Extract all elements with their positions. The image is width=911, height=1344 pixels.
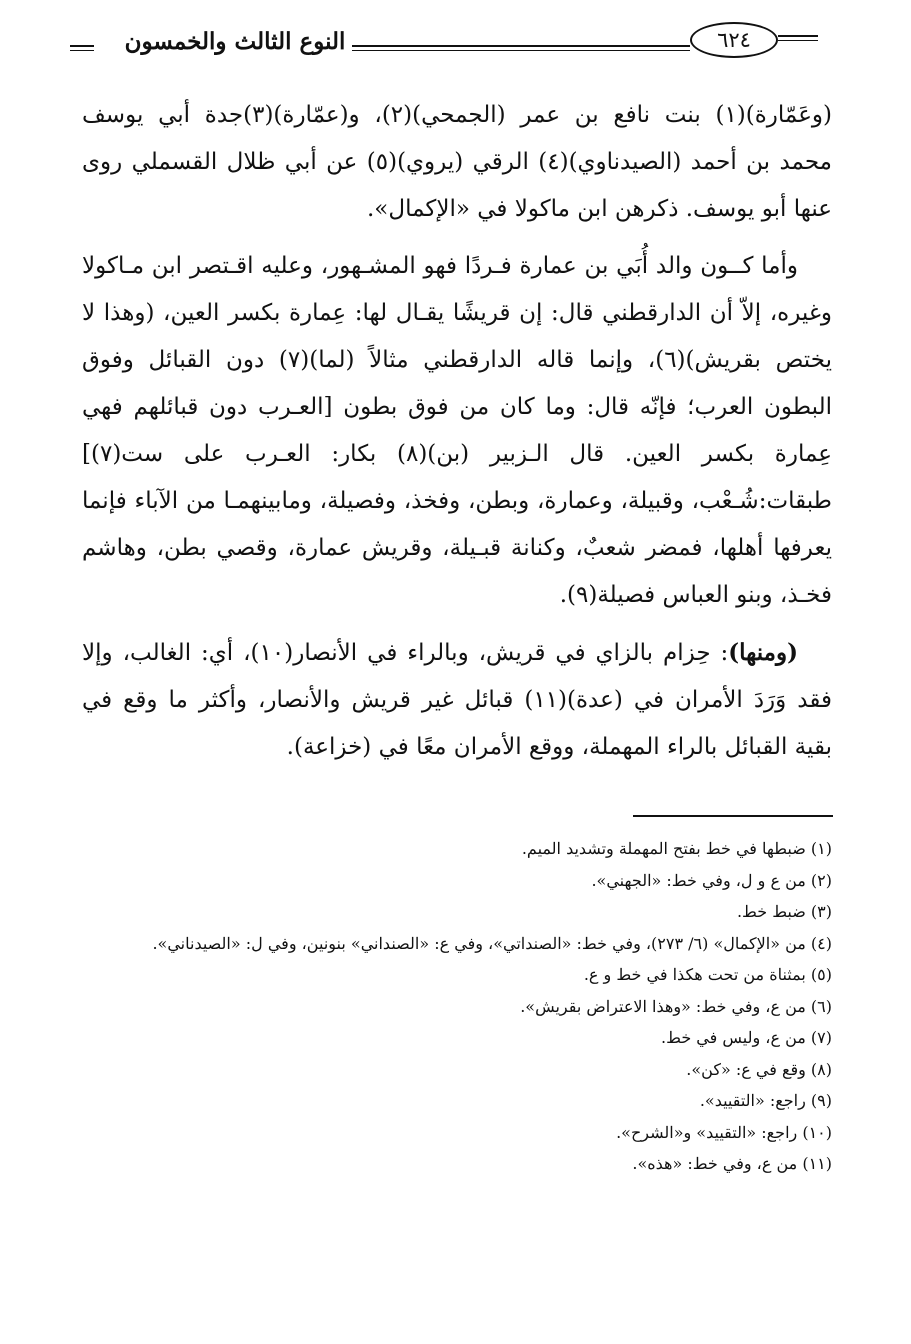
footnote-4: (٤) من «الإكمال» (٦/ ٢٧٣)، وفي خط: «الصنداتي»، وفي ع: «الصنداني» بنونين، وفي ل: «الصيدناني». bbox=[152, 933, 832, 953]
footnote-1: (١) ضبطها في خط بفتح المهملة وتشديد الميم. bbox=[521, 839, 832, 858]
paragraph-lead: (ومنها) bbox=[728, 639, 798, 666]
page-number: ٦٢٤ bbox=[690, 22, 778, 58]
footnote-10: (١٠) راجع: «التقييد» و«الشرح». bbox=[616, 1122, 832, 1142]
footnote-9: (٩) راجع: «التقييد». bbox=[699, 1091, 832, 1110]
paragraph-text: (وعَمّارة)(١) بنت نافع بن عمر (الجمحي)(٢)، و(عمّارة)(٣)جدة أبي يوسف محمد بن أحمد (الصيدناوي)(٤) الرقي (يروي)(٥) عن أبي ظلال القسملي روى عنها أبو يوسف. ذكرهن ابن ماكولا في «الإكمال». bbox=[82, 102, 833, 222]
main-text bbox=[82, 92, 832, 781]
paragraph-3 bbox=[82, 629, 832, 771]
footnote-separator bbox=[633, 815, 833, 817]
footnotes bbox=[82, 833, 832, 1180]
footnote-2: (٢) من ع و ل، وفي خط: «الجهني». bbox=[591, 870, 832, 890]
paragraph-1 bbox=[82, 92, 832, 233]
header-rule-right bbox=[778, 35, 818, 41]
footnote-3: (٣) ضبط خط. bbox=[736, 902, 832, 921]
header-rule-left bbox=[70, 45, 94, 51]
footnote-8: (٨) وقع في ع: «كن». bbox=[686, 1059, 832, 1079]
footnote-5: (٥) بمثناة من تحت هكذا في خط و ع. bbox=[583, 965, 832, 984]
paragraph-2 bbox=[82, 243, 832, 619]
paragraph-text: : حِزام بالزاي في قريش، وبالراء في الأنصار(١٠)، أي: الغالب، وإلا فقد وَرَدَ الأمران في (عدة)(١١) قبائل غير قريش والأنصار، وأكثر ما وقع في بقية القبائل بالراء المهملة، ووقع الأمران معًا في (خزاعة). bbox=[82, 640, 832, 760]
footnote-11: (١١) من ع، وفي خط: «هذه». bbox=[632, 1154, 832, 1173]
page-header bbox=[60, 22, 820, 72]
header-rule-middle bbox=[352, 45, 690, 51]
running-title: النوع الثالث والخمسون bbox=[124, 28, 346, 55]
footnote-6: (٦) من ع، وفي خط: «وهذا الاعتراض بقريش». bbox=[520, 996, 832, 1016]
paragraph-text: وأما كــون والد أُبَي بن عمارة فـردًا فهو المشـهور، وعليه اقـتصر ابن مـاكولا وغيره، إلاّ أن الدارقطني قال: إن قريشًا يقـال لها: عِمارة بكسر العين، (وهذا لا يختص بقريش)(٦)، وإنما قاله الدارقطني مثالاً (لما)(٧) دون القبائل وفوق البطون العرب؛ فإنّه قال: وما كان من فوق بطون [العـرب دون قبائلهم فهي عِمارة بكسر العين. قال الـزبير (بن)(٨) بكار: العـرب على ست(٧)] طبقات:شُـعْب، وقبيلة، وعمارة، وبطن، وفخذ، وفصيلة، ومابينهمـا من الآباء فإنما يعرفها أهلها، فمضر شعبٌ، وكنانة قبـيلة، وقريش عمارة، وقصي بطن، وهاشم فخـذ، وبنو العباس فصيلة(٩). bbox=[82, 253, 832, 608]
footnote-7: (٧) من ع، وليس في خط. bbox=[661, 1028, 832, 1047]
